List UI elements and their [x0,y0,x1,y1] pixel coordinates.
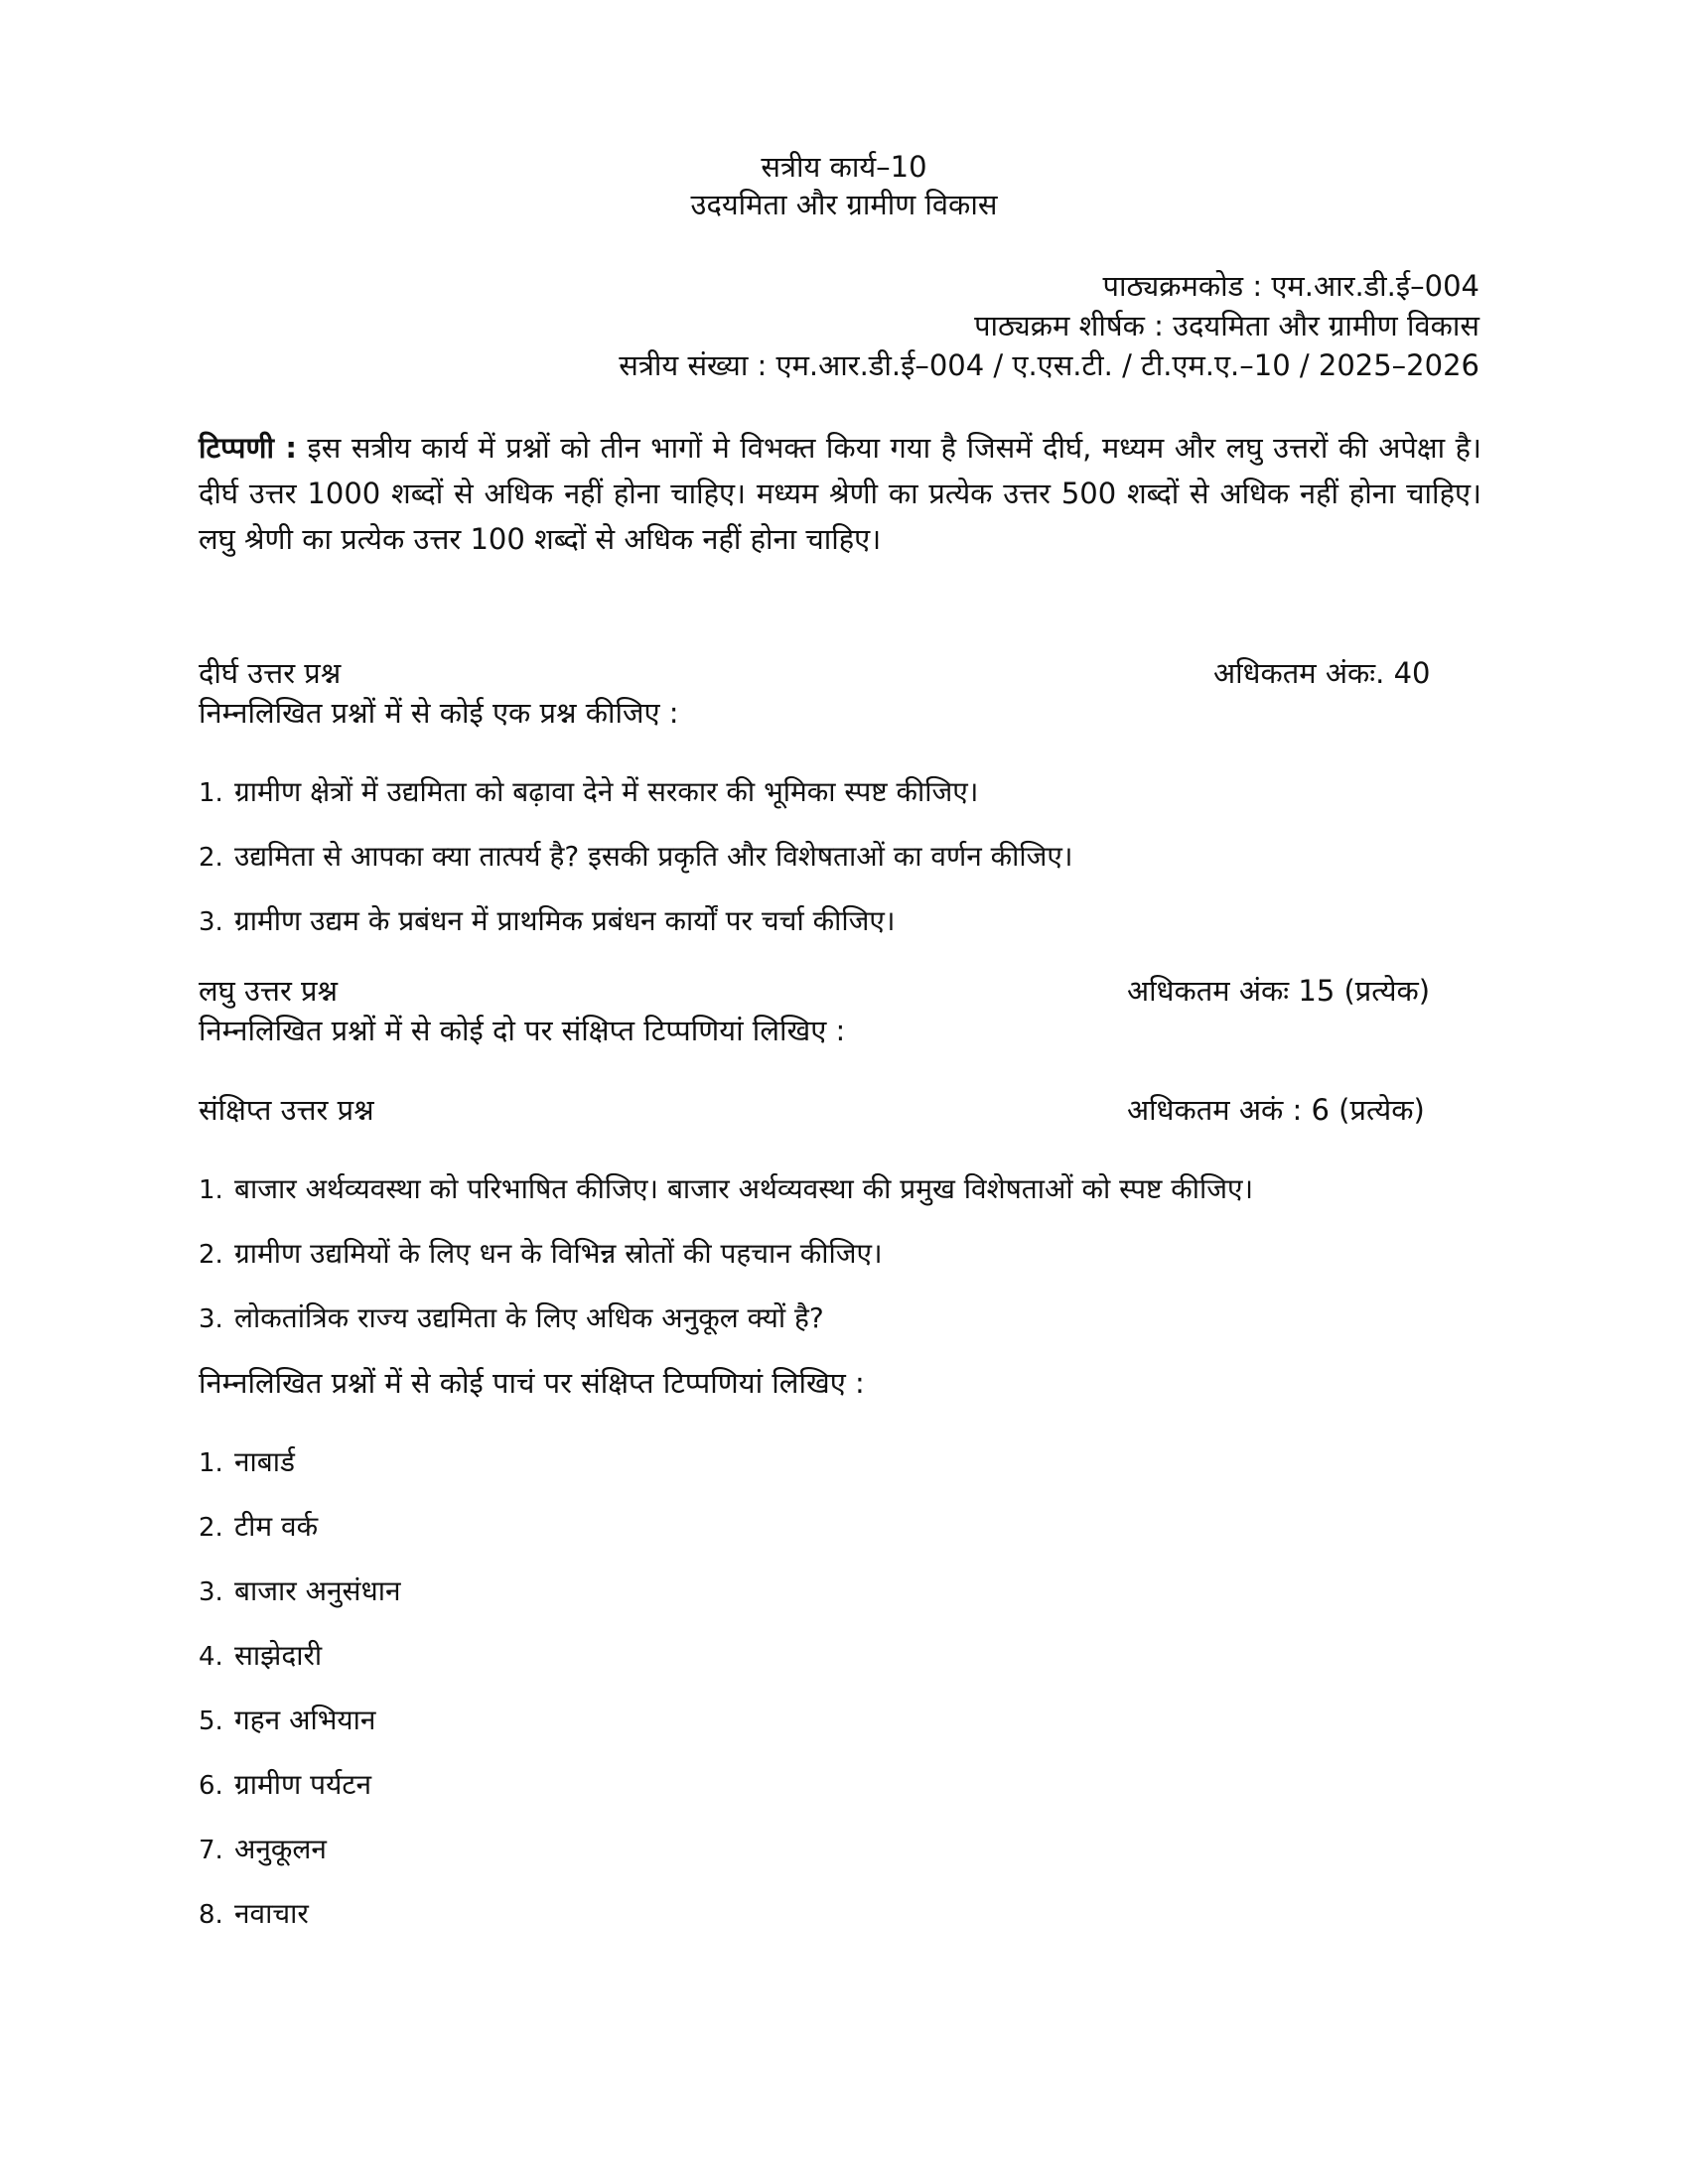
subject-heading: उदयमिता और ग्रामीण विकास [690,188,998,221]
long-answer-title: दीर्घ उत्तर प्रश्न [199,656,342,690]
question-text: उद्यमिता से आपका क्या तात्पर्य है? इसकी प्रकृति और विशेषताओं का वर्णन कीजिए। [234,840,1073,873]
topic-number: 4. [199,1642,223,1672]
topic-number: 8. [199,1900,223,1930]
topic-text: साझेदारी [234,1639,323,1672]
topic-text: गहन अभियान [234,1704,376,1736]
question-number: 3. [199,1304,223,1334]
question-text: ग्रामीण उद्यम के प्रबंधन में प्राथमिक प्रबंधन कार्यों पर चर्चा कीजिए। [234,904,896,937]
topic-text: नवाचार [234,1897,309,1930]
question-number: 2. [199,843,223,873]
topic-text: अनुकूलन [234,1833,327,1865]
topic-number: 1. [199,1448,223,1478]
topic-number: 7. [199,1836,223,1865]
brief-answer-title: संक्षिप्त उत्तर प्रश्न [199,1093,374,1127]
question-text: ग्रामीण क्षेत्रों में उद्यमिता को बढ़ावा देने में सरकार की भूमिका स्पष्ट कीजिए। [234,775,979,808]
topic-number: 3. [199,1577,223,1607]
topic-item [199,1507,318,1548]
note-paragraph [199,425,1481,562]
long-question-3 [199,901,896,942]
brief-question-1 [199,1169,1253,1210]
topic-item [199,1442,295,1483]
topic-item [199,1636,322,1677]
brief-question-2 [199,1234,883,1275]
question-number: 1. [199,778,223,808]
long-answer-instruction: निम्नलिखित प्रश्नों में से कोई एक प्रश्न कीजिए : [199,696,679,730]
long-answer-marks: अधिकतम अंकः. 40 [1213,656,1431,690]
topic-item [199,1894,309,1935]
topic-text: ग्रामीण पर्यटन [234,1768,371,1801]
question-text: बाजार अर्थव्यवस्था को परिभाषित कीजिए। बाजार अर्थव्यवस्था की प्रमुख विशेषताओं को स्पष्ट कीजिए। [234,1172,1254,1205]
short-answer-title: लघु उत्तर प्रश्न [199,974,339,1008]
long-question-2 [199,837,1073,878]
topic-number: 2. [199,1513,223,1543]
topic-item [199,1701,375,1741]
topic-item [199,1830,327,1870]
course-title: पाठ्यक्रम शीर्षक : उदयमिता और ग्रामीण विकास [974,309,1479,342]
long-question-1 [199,772,978,813]
question-number: 1. [199,1175,223,1205]
topic-number: 5. [199,1706,223,1736]
question-number: 2. [199,1240,223,1270]
brief-question-3 [199,1298,824,1339]
note-label: टिप्पणी : [199,431,297,465]
topic-number: 6. [199,1771,223,1801]
assignment-number: सत्रीय संख्या : एम.आर.डी.ई–004 / ए.एस.टी. / टी.एम.ए.–10 / 2025–2026 [619,348,1479,382]
course-code: पाठ्यक्रमकोड : एम.आर.डी.ई–004 [1102,269,1479,303]
question-text: लोकतांत्रिक राज्य उद्यमिता के लिए अधिक अनुकूल क्यों है? [234,1301,824,1334]
question-text: ग्रामीण उद्यमियों के लिए धन के विभिन्न स्रोतों की पहचान कीजिए। [234,1237,883,1270]
brief-answer-marks: अधिकतम अकं : 6 (प्रत्येक) [1127,1093,1425,1127]
short-answer-instruction: निम्नलिखित प्रश्नों में से कोई दो पर संक्षिप्त टिप्पणियां लिखिए : [199,1014,846,1047]
topic-item [199,1571,401,1612]
topic-text: नाबार्ड [234,1445,296,1478]
topic-text: बाजार अनुसंधान [234,1574,401,1607]
short-answer-marks: अधिकतम अंकः 15 (प्रत्येक) [1127,974,1431,1008]
assignment-heading: सत्रीय कार्य–10 [761,150,927,184]
brief-answer-instruction: निम्नलिखित प्रश्नों में से कोई पाचं पर संक्षिप्त टिप्पणियां लिखिए : [199,1366,865,1400]
topic-item [199,1765,371,1806]
topic-text: टीम वर्क [234,1510,319,1543]
note-text: इस सत्रीय कार्य में प्रश्नों को तीन भागों मे विभक्त किया गया है जिसमें दीर्घ, मध्यम और लघु उत्तरों की अपेक्षा है। दीर्घ उत्तर 1000 शब्दों से अधिक नहीं होना चाहिए। मध्यम श्रेणी का प्रत्येक उत्तर 500 शब्दों से अधिक नहीं होना चाहिए। लघु श्रेणी का प्रत्येक उत्तर 100 शब्दों से अधिक नहीं होना चाहिए। [199,431,1482,556]
question-number: 3. [199,907,223,937]
